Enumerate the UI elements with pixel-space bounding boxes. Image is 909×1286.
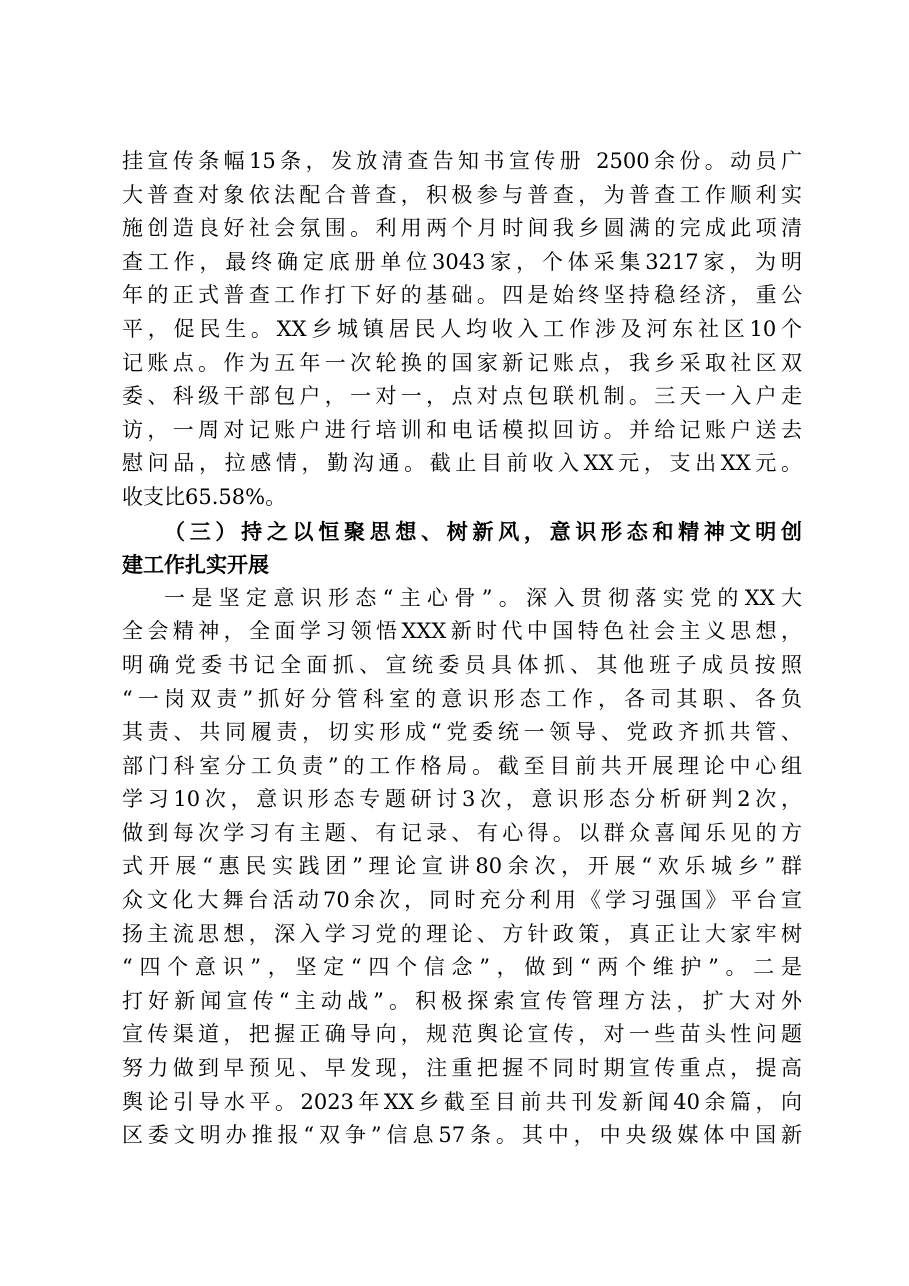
paragraph-line: 学习10次，意识形态专题研讨3次，意识形态分析研判2次， (122, 787, 802, 812)
paragraph-line: 舆论引导水平。2023年XX乡截至目前共刊发新闻40余篇，向 (122, 1089, 802, 1114)
paragraph-line: 慰问品，拉感情，勤沟通。截止目前收入XX元，支出XX元。 (122, 451, 802, 476)
paragraph-line: 平，促民生。XX乡城镇居民人均收入工作涉及河东社区10个 (122, 316, 802, 341)
paragraph-line: 记账点。作为五年一次轮换的国家新记账点，我乡采取社区双 (122, 350, 802, 375)
paragraph-line: 查工作，最终确定底册单位3043家，个体采集3217家，为明 (122, 249, 802, 274)
paragraph-line: 大普查对象依法配合普查，积极参与普查，为普查工作顺利实 (122, 182, 802, 207)
paragraph-line: 年的正式普查工作打下好的基础。四是始终坚持稳经济，重公 (122, 283, 802, 308)
paragraph-line: 收支比65.58%。 (122, 484, 287, 509)
paragraph-line: 众文化大舞台活动70余次，同时充分利用《学习强国》平台宣 (122, 888, 802, 913)
paragraph-line: 访，一周对记账户进行培训和电话模拟回访。并给记账户送去 (122, 417, 802, 442)
paragraph-line: 区委文明办推报“双争”信息57条。其中，中央级媒体中国新 (122, 1123, 802, 1148)
paragraph-line: 全会精神，全面学习领悟XXX新时代中国特色社会主义思想， (122, 619, 802, 644)
paragraph-line: 施创造良好社会氛围。利用两个月时间我乡圆满的完成此项清 (122, 216, 802, 241)
paragraph-line: 做到每次学习有主题、有记录、有心得。以群众喜闻乐见的方 (122, 820, 802, 845)
paragraph-line: 打好新闻宣传“主动战”。积极探索宣传管理方法，扩大对外 (122, 988, 802, 1013)
paragraph-line: “四个意识”，坚定“四个信念”，做到“两个维护”。二是 (122, 955, 802, 980)
paragraph-line: 委、科级干部包户，一对一，点对点包联机制。三天一入户走 (122, 384, 802, 409)
document-body (122, 145, 802, 1153)
paragraph-line: 一是坚定意识形态“主心骨”。深入贯彻落实党的XX大 (164, 585, 802, 610)
paragraph-line: 明确党委书记全面抓、宣统委员具体抓、其他班子成员按照 (122, 652, 802, 677)
paragraph-line: 宣传渠道，把握正确导向，规范舆论宣传，对一些苗头性问题 (122, 1022, 802, 1047)
paragraph-line: 挂宣传条幅15条，发放清查告知书宣传册 2500余份。动员广 (122, 149, 802, 173)
paragraph-line: 扬主流思想，深入学习党的理论、方针政策，真正让大家牢树 (122, 921, 802, 946)
section-heading-line: 建工作扎实开展 (122, 552, 269, 578)
paragraph-line: 部门科室分工负责”的工作格局。截至目前共开展理论中心组 (122, 753, 802, 778)
section-heading-line: （三）持之以恒聚思想、树新风，意识形态和精神文明创 (164, 518, 802, 544)
paragraph-line: 其责、共同履责，切实形成“党委统一领导、党政齐抓共管、 (122, 720, 802, 745)
paragraph-line: 努力做到早预见、早发现，注重把握不同时期宣传重点，提高 (122, 1056, 802, 1081)
paragraph-line: 式开展“惠民实践团”理论宣讲80余次，开展“欢乐城乡”群 (122, 854, 802, 879)
paragraph-line: “一岗双责”抓好分管科室的意识形态工作，各司其职、各负 (122, 686, 802, 711)
